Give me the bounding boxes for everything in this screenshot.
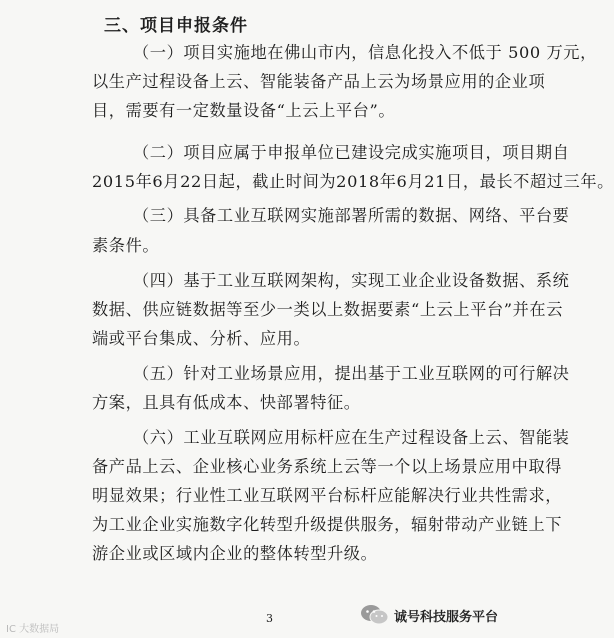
paragraph-line: 端或平台集成、分析、应用。 (92, 329, 311, 348)
paragraph-line: （一）项目实施地在佛山市内，信息化投入不低于 500 万元， (133, 43, 597, 62)
watermark-right-text: 诚号科技服务平台 (394, 609, 499, 625)
wechat-icon (360, 604, 390, 626)
paragraph-line: 方案，且具有低成本、快部署特征。 (92, 393, 361, 412)
paragraph-line: 备产品上云、企业核心业务系统上云等一个以上场景应用中取得 (92, 457, 563, 476)
paragraph-line: 以生产过程设备上云、智能装备产品上云为场景应用的企业项 (92, 72, 546, 91)
paragraph-line: （三）具备工业互联网实施部署所需的数据、网络、平台要 (133, 206, 570, 225)
paragraph-line: （五）针对工业场景应用，提出基于工业互联网的可行解决 (133, 364, 570, 383)
paragraph-line: （四）基于工业互联网架构，实现工业企业设备数据、系统 (133, 271, 570, 290)
paragraph-line: 游企业或区域内企业的整体转型升级。 (92, 544, 378, 563)
section-heading: 三、项目申报条件 (104, 16, 248, 36)
paragraph-line: （二）项目应属于申报单位已建设完成实施项目，项目期自 (133, 143, 570, 162)
watermark-left: IC 大数据局 (6, 624, 60, 635)
paragraph-line: （六）工业互联网应用标杆应在生产过程设备上云、智能装 (133, 428, 570, 447)
paragraph-line: 明显效果；行业性工业互联网平台标杆应能解决行业共性需求， (92, 486, 563, 505)
paragraph-line: 为工业企业实施数字化转型升级提供服务，辐射带动产业链上下 (92, 515, 563, 534)
paragraph-line: 2015年6月22日起，截止时间为2018年6月21日，最长不超过三年。 (92, 172, 614, 191)
paragraph-line: 目，需要有一定数量设备“上云上平台”。 (92, 101, 396, 120)
paragraph-line: 数据、供应链数据等至少一类以上数据要素“上云上平台”并在云 (92, 300, 564, 319)
paragraph-line: 素条件。 (92, 236, 160, 255)
page-number: 3 (266, 612, 273, 625)
watermark-right (360, 604, 498, 626)
